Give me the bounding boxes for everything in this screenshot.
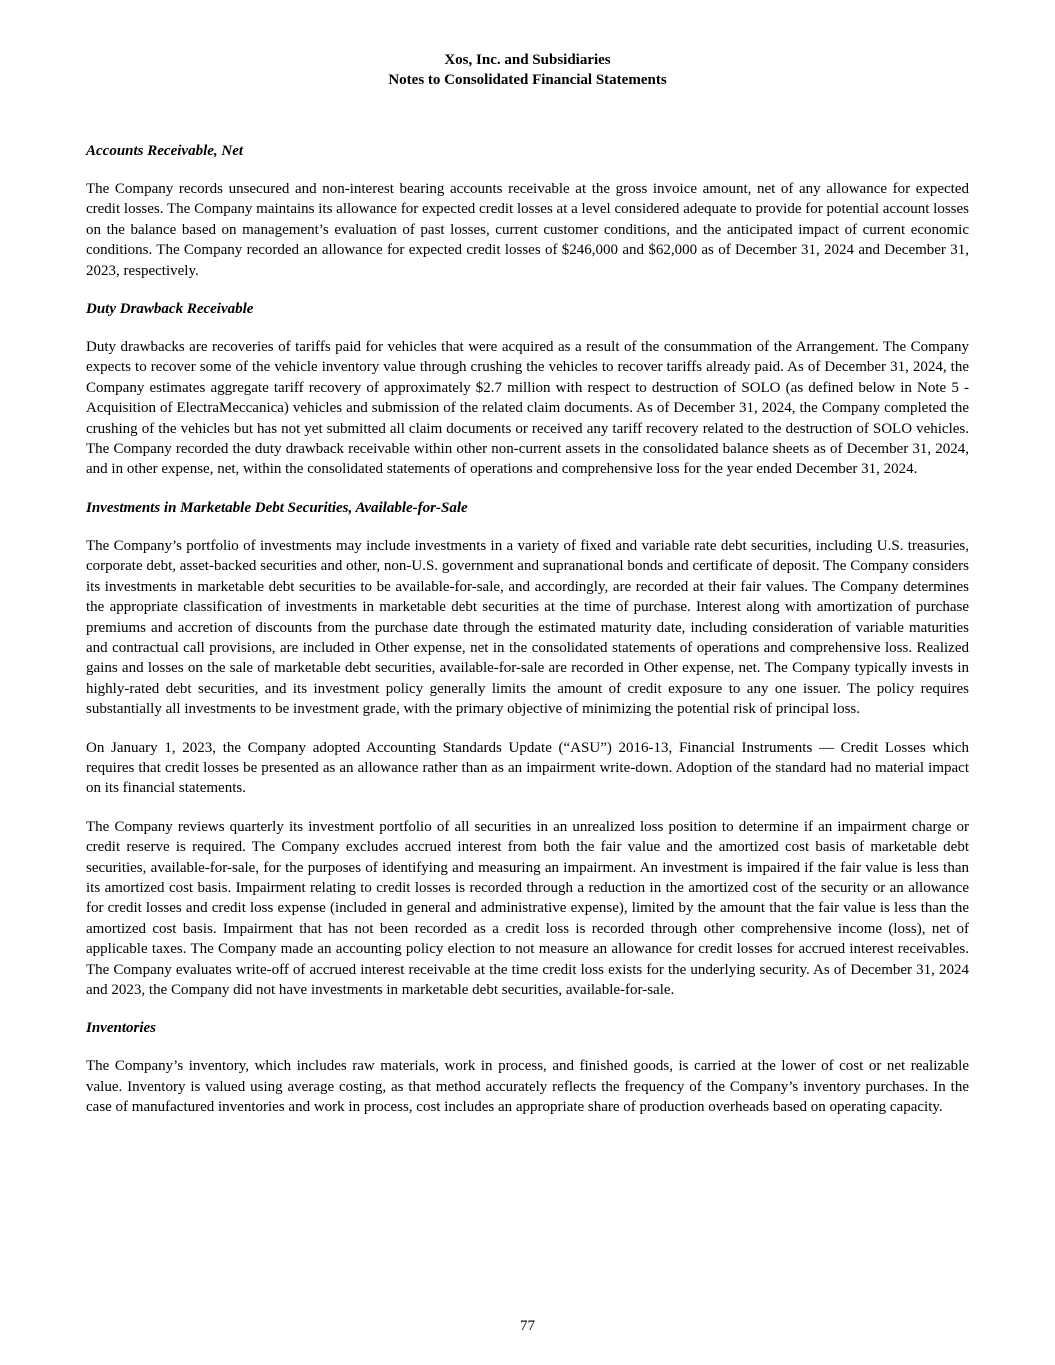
document-page — [86, 50, 969, 1136]
paragraph: The Company’s inventory, which includes raw materials, work in process, and finished goods, is carried at the lower of cost or net realizable value. Inventory is valued using average costing, as that method accurately reflects the frequency of the Company’s inventory purchases. In the case of manufactured inventories and work in process, cost includes an appropriate share of production overheads based on operating capacity. — [86, 1058, 969, 1116]
section-heading: Duty Drawback Receivable — [86, 301, 254, 318]
paragraph: On January 1, 2023, the Company adopted Accounting Standards Update (“ASU”) 2016-13, Financial Instruments — Credit Losses which requires that credit losses be presented as an allowance rather than as an impairment write-down. Adoption of the standard had no material impact on its financial statements. — [86, 739, 969, 797]
paragraph: The Company records unsecured and non-interest bearing accounts receivable at the gross invoice amount, net of any allowance for expected credit losses. The Company maintains its allowance for expected credit losses at a level considered adequate to provide for potential account losses on the balance based on management’s evaluation of past losses, current customer conditions, and the anticipated impact of current economic conditions. The Company recorded an allowance for expected credit losses of $246,000 and $62,000 as of December 31, 2024 and December 31, 2023, respectively. — [86, 181, 969, 279]
section-heading: Investments in Marketable Debt Securities, Available-for-Sale — [86, 499, 468, 516]
section-heading: Accounts Receivable, Net — [86, 143, 244, 159]
paragraph: The Company’s portfolio of investments may include investments in a variety of fixed and variable rate debt securities, including U.S. treasuries, corporate debt, asset-backed securities and other, non-U.S. government and supranational bonds and certificate of deposit. The Company considers its investments in marketable debt securities to be available-for-sale, and accordingly, are recorded at their fair values. The Company determines the appropriate classification of investments in marketable debt securities at the time of purchase. Interest along with amortization of purchase premiums and accretion of discounts from the purchase date through the estimated maturity date, including consideration of variable maturities and contractual call provisions, are included in Other expense, net in the consolidated statements of operations and comprehensive loss. Realized gains and losses on the sale of marketable debt securities, available-for-sale are recorded in Other expense, net. The Company typically invests in highly-rated debt securities, and its investment policy generally limits the amount of credit exposure to any one issuer. The policy requires substantially all investments to be investment grade, with the primary objective of minimizing the potential risk of principal loss. — [86, 537, 969, 718]
paragraph: Duty drawbacks are recoveries of tariffs paid for vehicles that were acquired as a result of the consummation of the Arrangement. The Company expects to recover some of the vehicle inventory value through crushing the vehicles to recover tariffs already paid. As of December 31, 2024, the Company estimates aggregate tariff recovery of approximately $2.7 million with respect to destruction of SOLO (as defined below in Note 5 - Acquisition of ElectraMeccanica) vehicles and submission of the related claim documents. As of December 31, 2024, the Company completed the crushing of the vehicles but has not yet submitted all claim documents or received any tariff recovery related to the destruction of SOLO vehicles. The Company recorded the duty drawback receivable within other non-current assets in the consolidated balance sheets as of December 31, 2024, and in other expense, net, within the consolidated statements of operations and comprehensive loss for the year ended December 31, 2024. — [86, 339, 969, 478]
paragraph: The Company reviews quarterly its investment portfolio of all securities in an unrealized loss position to determine if an impairment charge or credit reserve is required. The Company excludes accrued interest from both the fair value and the amortized cost basis of marketable debt securities, available-for-sale, for the purposes of identifying and measuring an impairment. An investment is impaired if the fair value is less than its amortized cost basis. Impairment relating to credit losses is recorded through a reduction in the amortized cost of the security or an allowance for credit losses and credit loss expense (included in general and administrative expense), limited by the amount that the fair value is less than the amortized cost basis. Impairment that has not been recorded as a credit loss is recorded through other comprehensive income (loss), net of applicable taxes. The Company made an accounting policy election to not measure an allowance for credit losses for accrued interest receivables. The Company evaluates write-off of accrued interest receivable at the time credit loss exists for the underlying security. As of December 31, 2024 and 2023, the Company did not have investments in marketable debt securities, available-for-sale. — [86, 818, 969, 998]
section-accounts-receivable — [86, 141, 969, 281]
section-duty-drawback — [86, 299, 969, 480]
page-number: 77 — [520, 1318, 535, 1334]
section-heading: Inventories — [86, 1020, 157, 1037]
document-body — [86, 141, 969, 1118]
document-title: Notes to Consolidated Financial Statements — [388, 72, 667, 88]
section-inventories — [86, 1018, 969, 1117]
section-investments — [86, 498, 969, 1001]
page-header — [86, 50, 969, 90]
company-name: Xos, Inc. and Subsidiaries — [444, 52, 611, 68]
